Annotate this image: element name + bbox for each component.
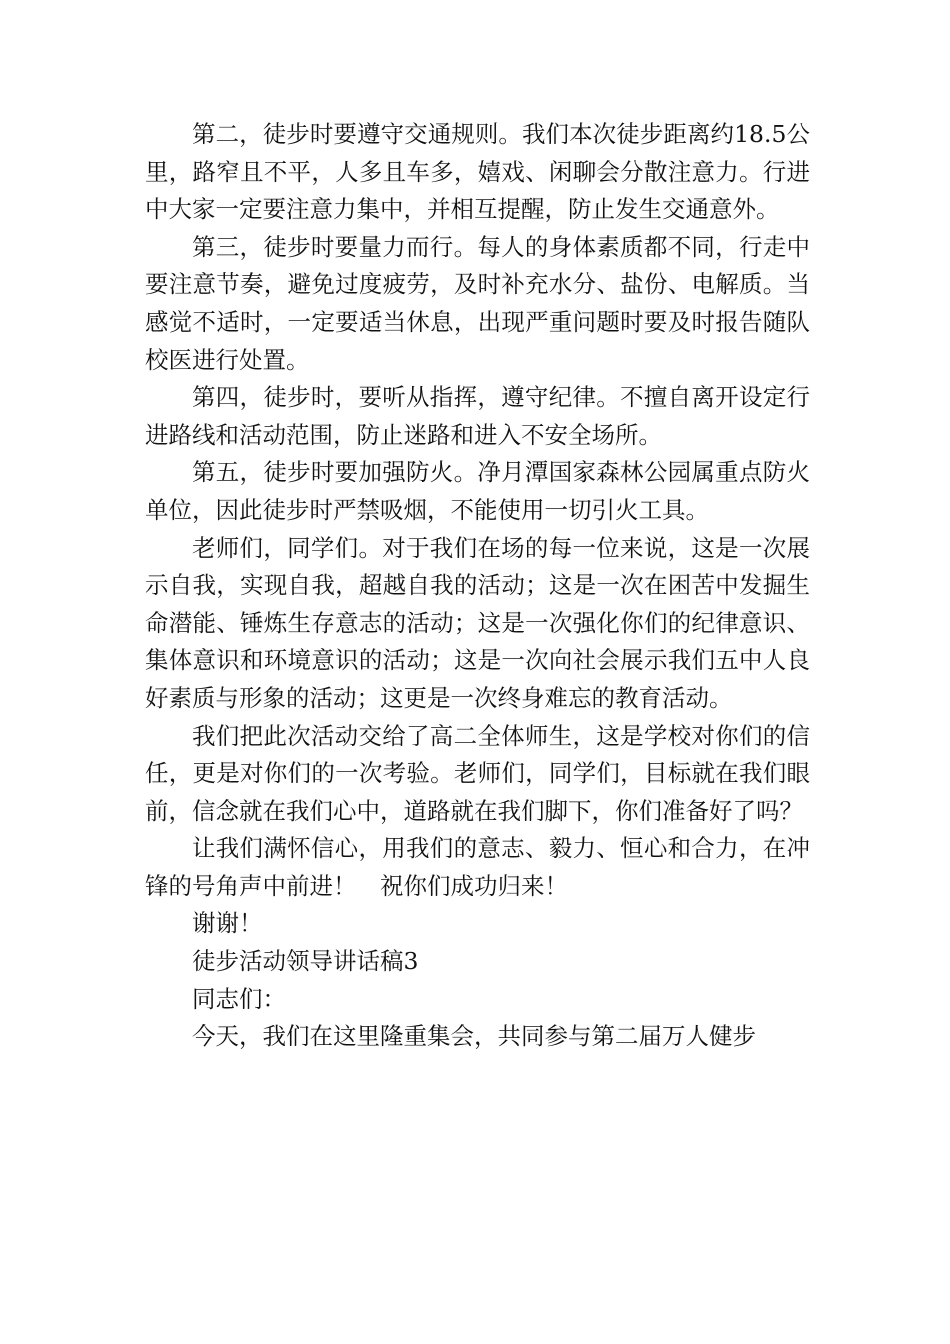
paragraph-pace: 第三，徒步时要量力而行。每人的身体素质都不同，行走中要注意节奏，避免过度疲劳，及时补充水分、盐份、电解质。当感觉不适时，一定要适当休息，出现严重问题时要及时报告随队校医进行处置。 bbox=[145, 232, 810, 374]
paragraph-trust: 我们把此次活动交给了高二全体师生，这是学校对你们的信任，更是对你们的一次考验。老师们，同学们，目标就在我们眼前，信念就在我们心中，道路就在我们脚下，你们准备好了吗？ bbox=[145, 721, 810, 825]
salutation: 同志们： bbox=[192, 984, 286, 1013]
paragraph-significance: 老师们，同学们。对于我们在场的每一位来说，这是一次展示自我，实现自我，超越自我的活动；这是一次在困苦中发掘生命潜能、锤炼生存意志的活动；这是一次强化你们的纪律意识、集体意识和环境意识的活动；这是一次向社会展示我们五中人良好素质与形象的活动；这更是一次终身难忘的教育活动。 bbox=[145, 533, 810, 712]
paragraph-discipline: 第四，徒步时，要听从指挥，遵守纪律。不擅自离开设定行进路线和活动范围，防止迷路和进入不安全场所。 bbox=[145, 383, 810, 449]
document-body bbox=[145, 116, 810, 1056]
paragraph-encouragement: 让我们满怀信心，用我们的意志、毅力、恒心和合力，在冲锋的号角声中前进！ 祝你们成功归来！ bbox=[145, 834, 810, 900]
paragraph-opening: 今天，我们在这里隆重集会，共同参与第二届万人健步 bbox=[192, 1022, 756, 1051]
section-heading: 徒步活动领导讲话稿3 bbox=[192, 947, 419, 976]
paragraph-thanks: 谢谢！ bbox=[192, 909, 263, 938]
paragraph-fire-safety: 第五，徒步时要加强防火。净月潭国家森林公园属重点防火单位，因此徒步时严禁吸烟，不能使用一切引火工具。 bbox=[145, 458, 810, 524]
paragraph-traffic-rules: 第二，徒步时要遵守交通规则。我们本次徒步距离约18.5公里，路窄且不平，人多且车多，嬉戏、闲聊会分散注意力。行进中大家一定要注意力集中，并相互提醒，防止发生交通意外。 bbox=[145, 120, 810, 224]
